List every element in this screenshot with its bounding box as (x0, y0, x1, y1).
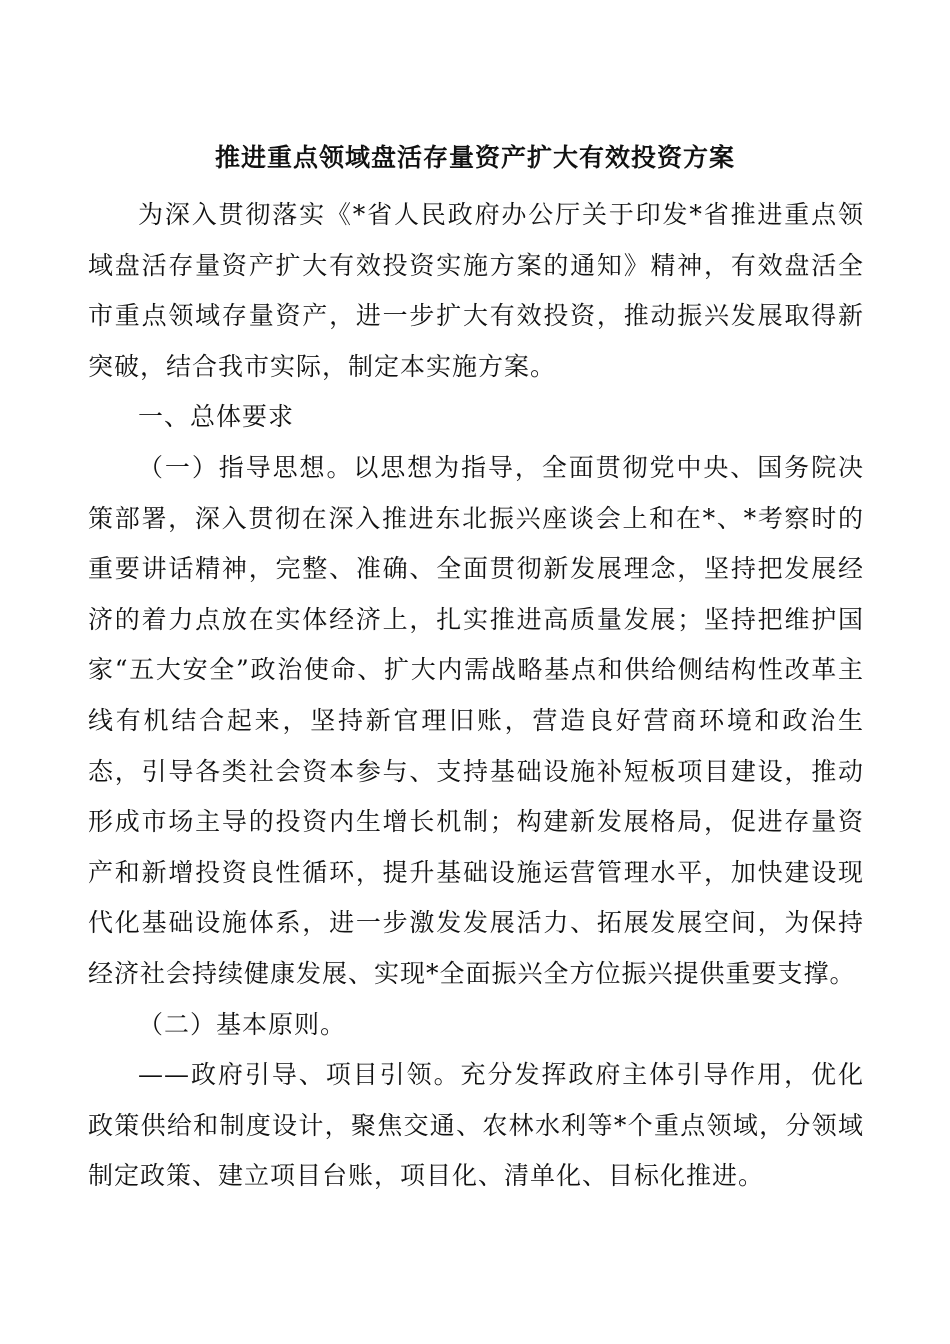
guiding-ideology-paragraph: （一）指导思想。以思想为指导，全面贯彻党中央、国务院决策部署，深入贯彻在深入推进东北振兴座谈会上和在*、*考察时的重要讲话精神，完整、准确、全面贯彻新发展理念，坚持把发展经济的着力点放在实体经济上，扎实推进高质量发展；坚持把维护国家“五大安全”政治使命、扩大内需战略基点和供给侧结构性改革主线有机结合起来，坚持新官理旧账，营造良好营商环境和政治生态，引导各类社会资本参与、支持基础设施补短板项目建设，推动形成市场主导的投资内生增长机制；构建新发展格局，促进存量资产和新增投资良性循环，提升基础设施运营管理水平，加快建设现代化基础设施体系，进一步激发发展活力、拓展发展空间，为保持经济社会持续健康发展、实现*全面振兴全方位振兴提供重要支撑。 (88, 452, 864, 988)
intro-paragraph: 为深入贯彻落实《*省人民政府办公厅关于印发*省推进重点领域盘活存量资产扩大有效投资实施方案的通知》精神，有效盘活全市重点领域存量资产，进一步扩大有效投资，推动振兴发展取得新突破，结合我市实际，制定本实施方案。 (88, 200, 864, 381)
basic-principles-heading: （二）基本原则。 (138, 1009, 347, 1039)
document-title: 推进重点领域盘活存量资产扩大有效投资方案 (214, 143, 735, 172)
document-body (88, 190, 864, 1202)
section-heading-general-requirements: 一、总体要求 (138, 402, 295, 432)
principle-government-guidance-paragraph: ——政府引导、项目引领。充分发挥政府主体引导作用，优化政策供给和制度设计，聚焦交通、农林水利等*个重点领域，分领域制定政策、建立项目台账，项目化、清单化、目标化推进。 (88, 1060, 864, 1191)
